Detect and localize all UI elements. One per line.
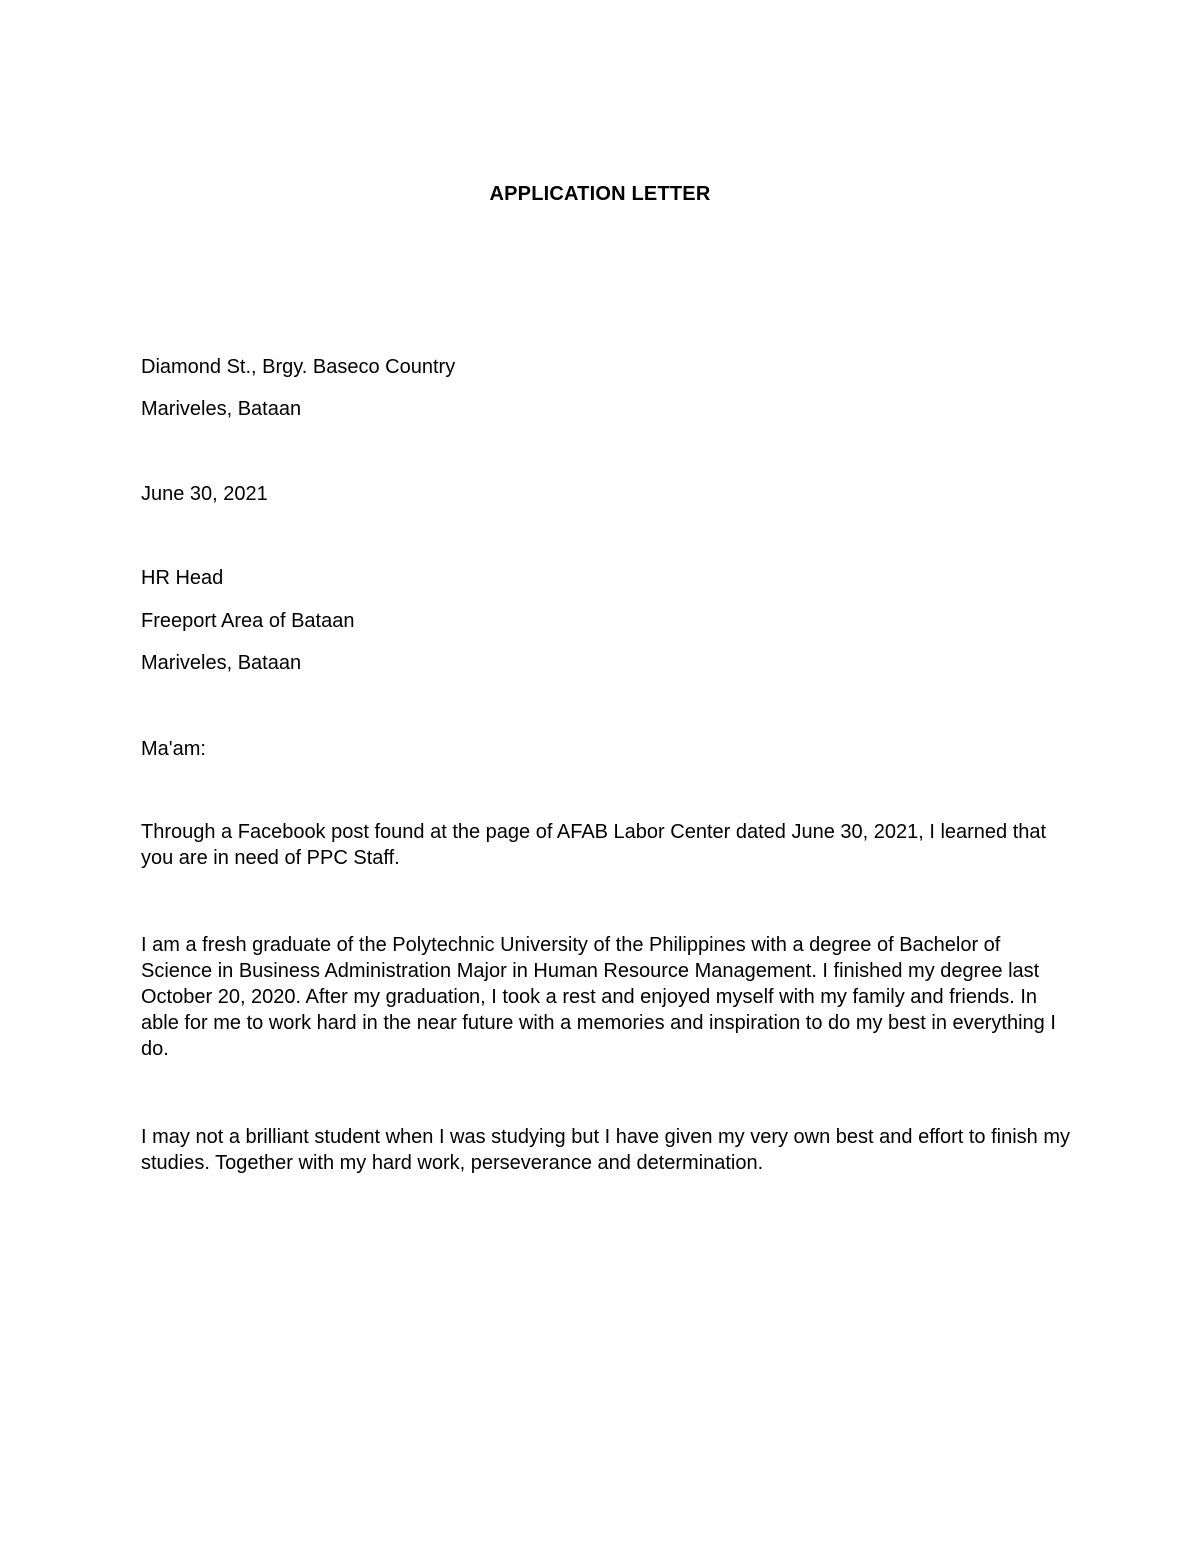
body-paragraph-2: I am a fresh graduate of the Polytechnic University of the Philippines with a degree of Bachelor of Science in Business Administration Major in Human Resource Management. I finished my degree last October 20, 2020. After my graduation, I took a rest and enjoyed myself with my family and friends. In able for me to work hard in the near future with a memories and inspiration to do my best in everything I do.	[141, 934, 1056, 1060]
sender-address-line-2: Mariveles, Bataan	[141, 398, 302, 420]
recipient-line-3: Mariveles, Bataan	[141, 652, 302, 674]
salutation: Ma'am:	[141, 738, 206, 760]
recipient-line-2: Freeport Area of Bataan	[141, 610, 355, 632]
letter-date: June 30, 2021	[141, 483, 268, 505]
body-paragraph-1: Through a Facebook post found at the page of AFAB Labor Center dated June 30, 2021, I learned that you are in need of PPC Staff.	[141, 821, 1047, 869]
body-paragraph-3: I may not a brilliant student when I was studying but I have given my very own best and effort to finish my studies. Together with my hard work, perseverance and determination.	[141, 1126, 1070, 1174]
letter-title: APPLICATION LETTER	[489, 183, 711, 205]
sender-address-line-1: Diamond St., Brgy. Baseco Country	[141, 356, 456, 378]
recipient-line-1: HR Head	[141, 567, 224, 589]
